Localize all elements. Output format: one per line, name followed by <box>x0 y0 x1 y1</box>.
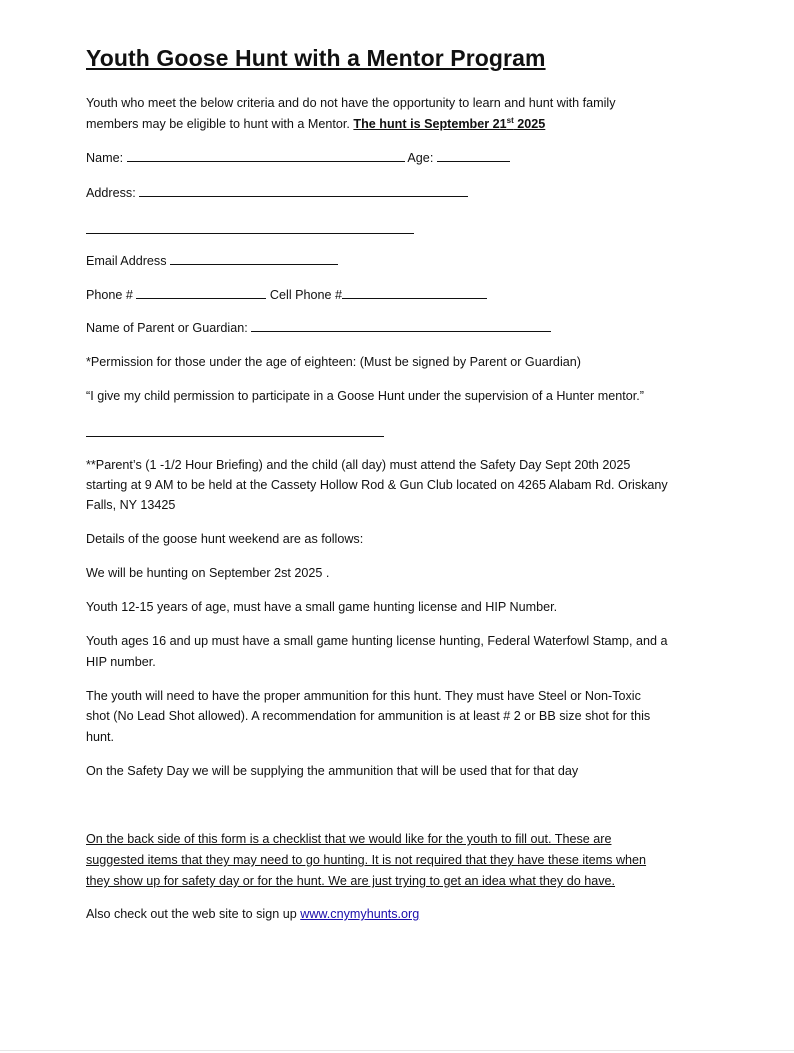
guardian-field[interactable] <box>251 318 551 332</box>
address-row <box>86 183 468 203</box>
cell-phone-field[interactable] <box>342 285 487 299</box>
email-field[interactable] <box>170 251 338 265</box>
safety-day-line-3: Falls, NY 13425 <box>86 498 176 512</box>
checklist-line-1: On the back side of this form is a checklist that we would like for the youth to fill out. These are <box>86 832 612 846</box>
safety-day-line-2: starting at 9 AM to be held at the Cassety Hollow Rod & Gun Club located on 4265 Alabam Rd. Oriskany <box>86 478 668 492</box>
phone-field[interactable] <box>136 285 266 299</box>
email-label: Email Address <box>86 254 167 268</box>
intro-line-1: Youth who meet the below criteria and do not have the opportunity to learn and hunt with family <box>86 96 616 110</box>
hunting-date-text: We will be hunting on September 2st 2025 . <box>86 566 330 580</box>
permission-statement: “I give my child permission to participate in a Goose Hunt under the supervision of a Hunter mentor.” <box>86 389 644 403</box>
youth-16-line-2: HIP number. <box>86 655 156 669</box>
guardian-label: Name of Parent or Guardian: <box>86 321 248 335</box>
age-label: Age: <box>407 151 434 165</box>
intro-line-2 <box>86 114 545 134</box>
guardian-signature-field[interactable] <box>86 436 384 437</box>
signup-text: Also check out the web site to sign up <box>86 907 301 921</box>
name-age-row <box>86 148 510 168</box>
phone-row <box>86 285 487 305</box>
hunt-date: The hunt is September 21st 2025 <box>353 115 546 131</box>
email-row <box>86 251 338 271</box>
checklist-line-3: they show up for safety day or for the hunt. We are just trying to get an idea what they do have. <box>86 874 616 888</box>
guardian-row <box>86 318 551 338</box>
safety-ammo-text: On the Safety Day we will be supplying the ammunition that will be used that for that day <box>86 764 579 778</box>
intro-text: members may be eligible to hunt with a Mentor. <box>86 117 350 131</box>
address-label: Address: <box>86 186 136 200</box>
youth-16-line-1: Youth ages 16 and up must have a small game hunting license hunting, Federal Waterfowl Stamp, and a <box>86 634 668 648</box>
page-title: Youth Goose Hunt with a Mentor Program <box>86 45 546 71</box>
website-link[interactable]: www.cnymyhunts.org <box>300 907 420 921</box>
details-heading: Details of the goose hunt weekend are as follows: <box>86 532 364 546</box>
cell-phone-label: Cell Phone # <box>269 288 343 302</box>
ammo-line-1: The youth will need to have the proper ammunition for this hunt. They must have Steel or Non-Toxic <box>86 689 641 703</box>
phone-label: Phone # <box>86 288 133 302</box>
youth-12-15-text: Youth 12-15 years of age, must have a small game hunting license and HIP Number. <box>86 600 558 614</box>
ammo-line-2: shot (No Lead Shot allowed). A recommendation for ammunition is at least # 2 or BB size shot for this <box>86 709 651 723</box>
address-field[interactable] <box>139 183 468 197</box>
signup-row <box>86 904 419 924</box>
permission-note: *Permission for those under the age of eighteen: (Must be signed by Parent or Guardian) <box>86 355 581 369</box>
address-line-2-field[interactable] <box>86 233 414 234</box>
page-bottom-divider <box>0 1050 794 1051</box>
safety-day-line-1: **Parent’s (1 -1/2 Hour Briefing) and the child (all day) must attend the Safety Day Sept 20th 2025 <box>86 458 631 472</box>
age-field[interactable] <box>437 148 510 162</box>
ammo-line-3: hunt. <box>86 730 115 744</box>
name-field[interactable] <box>127 148 405 162</box>
name-label: Name: <box>86 151 124 165</box>
checklist-line-2: suggested items that they may need to go hunting. It is not required that they have these items when <box>86 853 647 867</box>
